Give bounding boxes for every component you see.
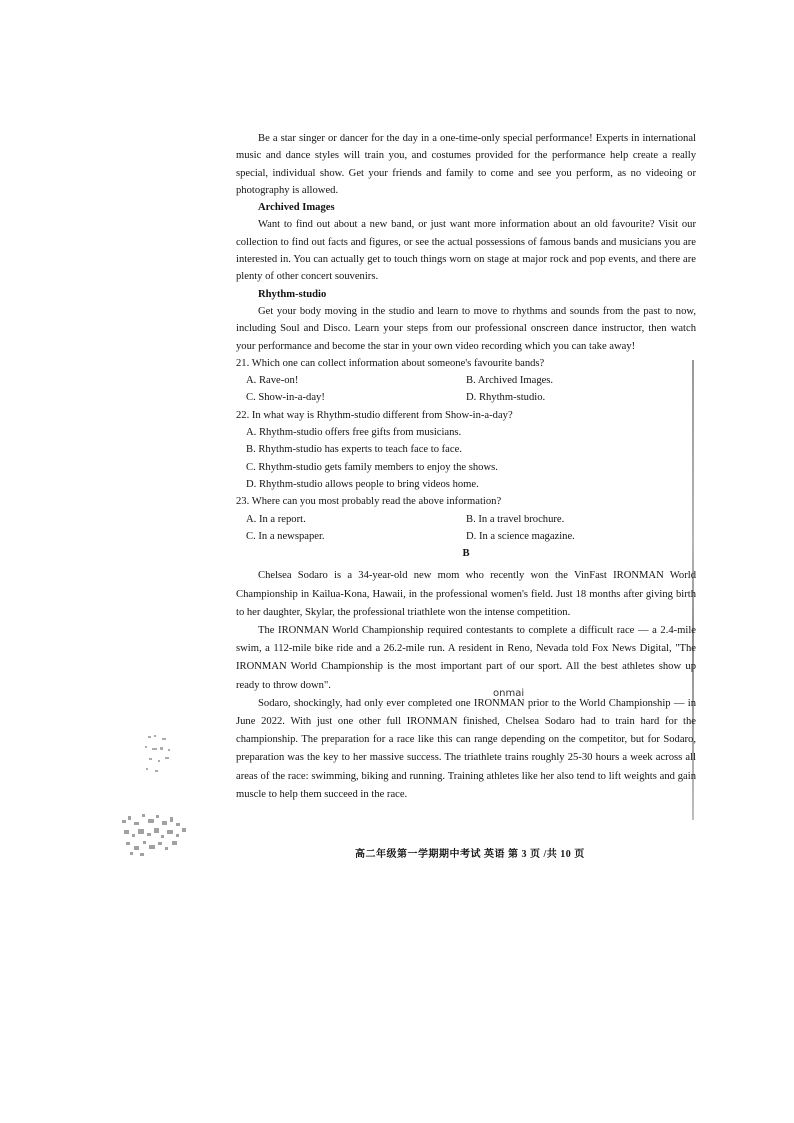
question-23 bbox=[236, 493, 696, 545]
answer-option: A. Rhythm-studio offers free gifts from musicians. bbox=[246, 427, 462, 439]
rhythm-studio-paragraph: Get your body moving in the studio and learn to move to rhythms and sounds from the past to now, including Soul and Disco. Learn your steps from our professional onscreen dance instructor, then watch your performance and become the star in your own video recording which you can take away! bbox=[236, 305, 696, 352]
question-22 bbox=[236, 407, 696, 493]
question-stem: 23. Where can you most probably read the above information? bbox=[236, 496, 502, 508]
question-stem: 22. In what way is Rhythm-studio different from Show-in-a-day? bbox=[236, 409, 513, 421]
section-b-heading: B bbox=[462, 548, 470, 560]
question-stem: 21. Which one can collect information about someone's favourite bands? bbox=[236, 357, 545, 369]
answer-option: B. Archived Images. bbox=[466, 375, 554, 387]
answer-option: C. Show-in-a-day! bbox=[246, 392, 325, 404]
intro-paragraph: Be a star singer or dancer for the day in a one-time-only special performance! Experts in international music and dance styles will train you, and costumes provided for the performance help create a really special, individual show. Get your friends and family to come and see you perform, as no videoing or photography is allowed. bbox=[236, 133, 696, 196]
scan-noise-mark bbox=[140, 730, 195, 778]
passage-b-paragraph: Sodaro, shockingly, had only ever completed one IRONMAN prior to the World Championship — in June 2022. With just one other full IRONMAN finished, Chelsea Sodaro had to train hard for the championship. The preparation for a race like this can range depending on the competitor, but for Sodaro, preparation was the key to her massive success. The triathlete trains roughly 25-30 hours a week across all areas of the race: swimming, biking and running. Training athletes like her also tend to lift weights and gain muscle to help them succeed in the race. bbox=[236, 697, 696, 800]
answer-options bbox=[246, 511, 696, 546]
answer-option: B. Rhythm-studio has experts to teach face to face. bbox=[246, 444, 462, 456]
question-21 bbox=[236, 355, 696, 407]
answer-option: D. Rhythm-studio. bbox=[466, 392, 546, 404]
handwritten-note: onmai bbox=[493, 688, 525, 699]
answer-option: B. In a travel brochure. bbox=[466, 513, 565, 525]
exam-page-content bbox=[236, 130, 696, 804]
answer-options bbox=[246, 372, 696, 407]
answer-option: C. Rhythm-studio gets family members to enjoy the shows. bbox=[246, 461, 498, 473]
scan-noise-mark bbox=[118, 808, 198, 860]
archived-images-paragraph: Want to find out about a new band, or just want more information about an old favourite? Visit our collection to find out facts and figures, or see the actual possessions of famous bands and musicians you are interested in. You can actually get to touch things worn on stage at major rock and pop events, and there are plenty of other concert souvenirs. bbox=[236, 219, 696, 283]
passage-b-paragraph: Chelsea Sodaro is a 34-year-old new mom who recently won the VinFast IRONMAN World Championship in Kailua-Kona, Hawaii, in the professional women's field. Just 18 months after giving birth to her daughter, Skylar, the professional triathlete won the intense competition. bbox=[236, 570, 696, 618]
answer-option: C. In a newspaper. bbox=[246, 530, 325, 542]
page-footer: 高二年级第一学期期中考试 英语 第 3 页 /共 10 页 bbox=[355, 849, 585, 860]
answer-option: A. Rave-on! bbox=[246, 375, 299, 387]
answer-option: D. Rhythm-studio allows people to bring videos home. bbox=[246, 478, 479, 490]
answer-option: A. In a report. bbox=[246, 513, 306, 525]
passage-b bbox=[236, 567, 696, 804]
passage-b-paragraph: The IRONMAN World Championship required contestants to complete a difficult race — a 2.4-mile swim, a 112-mile bike ride and a 26.2-mile run. A resident in Reno, Nevada told Fox News Digital, "The IRONMAN World Championship is the most important part of our sport. All the best athletes show up ready to throw down". bbox=[236, 625, 696, 691]
answer-option: D. In a science magazine. bbox=[466, 530, 575, 542]
section-heading-rhythm-studio: Rhythm-studio bbox=[258, 288, 327, 300]
section-heading-archived-images: Archived Images bbox=[258, 202, 335, 214]
